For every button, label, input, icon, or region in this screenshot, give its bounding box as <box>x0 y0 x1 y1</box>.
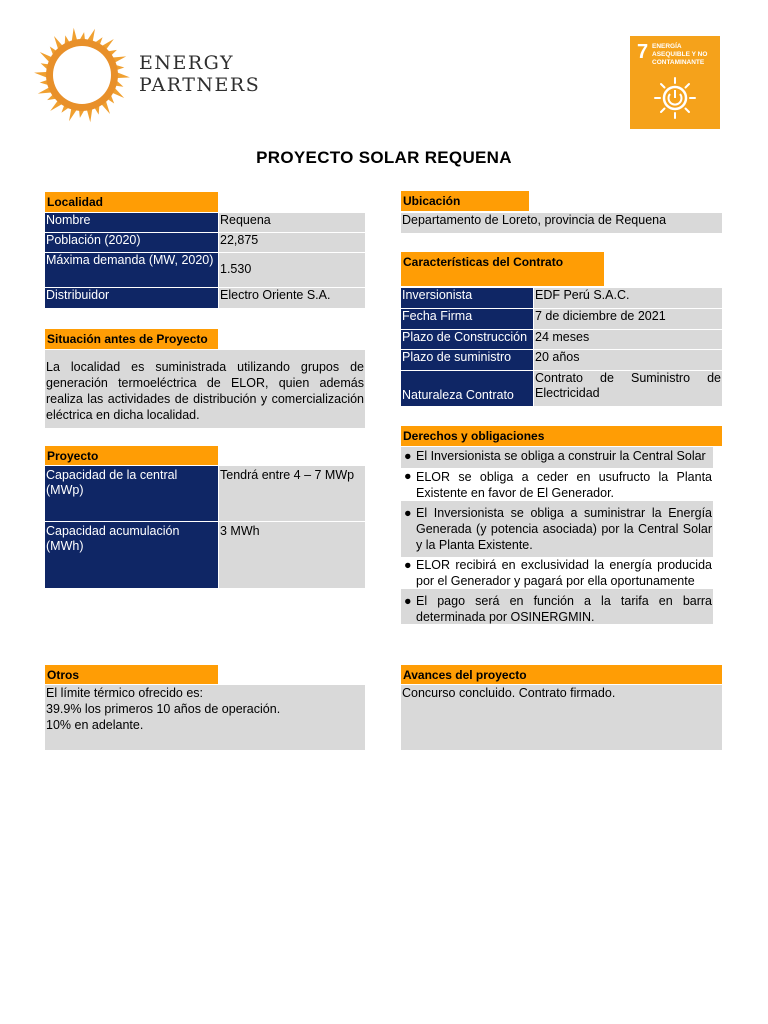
proyecto-value-capacidad: Tendrá entre 4 – 7 MWp <box>219 466 365 521</box>
otros-line-2: 39.9% los primeros 10 años de operación. <box>46 702 281 716</box>
sdg-number: 7 <box>637 41 649 63</box>
brand-line-2: PARTNERS <box>139 74 261 96</box>
sun-ring-icon <box>30 26 134 124</box>
sdg-text: ENERGÍA ASEQUIBLE Y NO CONTAMINANTE <box>652 43 708 66</box>
list-item <box>401 468 713 501</box>
contrato-value-construccion: 24 meses <box>534 330 722 349</box>
contrato-value-inversionista: EDF Perú S.A.C. <box>534 288 722 308</box>
page-title: PROYECTO SOLAR REQUENA <box>256 148 512 167</box>
derechos-list <box>401 447 713 624</box>
proyecto-label-capacidad: Capacidad de la central (MWp) <box>45 466 218 521</box>
localidad-value-distribuidor: Electro Oriente S.A. <box>219 288 365 308</box>
list-item <box>401 448 713 464</box>
avances-header: Avances del proyecto <box>401 665 722 684</box>
derechos-item-3: El Inversionista se obliga a suministrar la Energía Generada (y potencia asociada) por la Central Solar y la Planta Existente. <box>416 506 712 552</box>
contrato-label-naturaleza: Naturaleza Contrato <box>401 371 533 406</box>
bullet-icon: ● <box>404 506 412 520</box>
contrato-value-suministro: 20 años <box>534 350 722 370</box>
contrato-label-fecha: Fecha Firma <box>401 309 533 329</box>
contrato-value-fecha: 7 de diciembre de 2021 <box>534 309 722 329</box>
localidad-label-demanda: Máxima demanda (MW, 2020) <box>45 253 218 287</box>
localidad-label-nombre: Nombre <box>45 213 218 232</box>
derechos-item-1: El Inversionista se obliga a construir la Central Solar <box>416 449 706 463</box>
list-item <box>401 557 713 589</box>
localidad-value-demanda: 1.530 <box>219 253 365 287</box>
list-item <box>401 505 713 553</box>
list-item <box>401 593 713 625</box>
power-sun-icon <box>653 76 697 120</box>
otros-header: Otros <box>45 665 218 684</box>
sdg-badge <box>630 36 720 129</box>
logo <box>30 26 134 124</box>
bullet-icon: ● <box>404 469 412 483</box>
otros-line-1: El límite térmico ofrecido es: <box>46 686 203 700</box>
derechos-item-4: ELOR recibirá en exclusividad la energía producida por el Generador y pagará por ella oportunamente <box>416 558 712 588</box>
proyecto-label-acumulacion: Capacidad acumulación (MWh) <box>45 522 218 588</box>
proyecto-value-acumulacion: 3 MWh <box>219 522 365 588</box>
derechos-item-5: El pago será en función a la tarifa en barra determinada por OSINERGMIN. <box>416 594 712 624</box>
localidad-value-nombre: Requena <box>219 213 365 232</box>
proyecto-header: Proyecto <box>45 446 218 465</box>
otros-text <box>45 685 365 750</box>
contrato-label-construccion: Plazo de Construcción <box>401 330 533 349</box>
bullet-icon: ● <box>404 558 412 572</box>
bullet-icon: ● <box>404 449 412 463</box>
derechos-item-2: ELOR se obliga a ceder en usufructo la Planta Existente en favor de El Generador. <box>416 470 712 500</box>
avances-text: Concurso concluido. Contrato firmado. <box>401 685 722 750</box>
contrato-label-inversionista: Inversionista <box>401 288 533 308</box>
localidad-header: Localidad <box>45 192 218 212</box>
derechos-header: Derechos y obligaciones <box>401 426 722 446</box>
ubicacion-header: Ubicación <box>401 191 529 211</box>
localidad-value-poblacion: 22,875 <box>219 233 365 252</box>
brand-line-1: ENERGY <box>139 52 235 74</box>
contrato-value-naturaleza: Contrato de Suministro de Electricidad <box>534 371 722 406</box>
localidad-label-distribuidor: Distribuidor <box>45 288 218 308</box>
situacion-header: Situación antes de Proyecto <box>45 329 218 349</box>
localidad-label-poblacion: Población (2020) <box>45 233 218 252</box>
contrato-header: Características del Contrato <box>401 252 604 286</box>
otros-line-3: 10% en adelante. <box>46 718 144 732</box>
contrato-label-suministro: Plazo de suministro <box>401 350 533 370</box>
brand-name <box>139 52 260 96</box>
bullet-icon: ● <box>404 594 412 608</box>
situacion-text: La localidad es suministrada utilizando grupos de generación termoeléctrica de ELOR, quien además realiza las actividades de distribución y comercialización eléctrica en dicha localidad. <box>45 350 365 428</box>
ubicacion-value: Departamento de Loreto, provincia de Requena <box>401 213 722 233</box>
